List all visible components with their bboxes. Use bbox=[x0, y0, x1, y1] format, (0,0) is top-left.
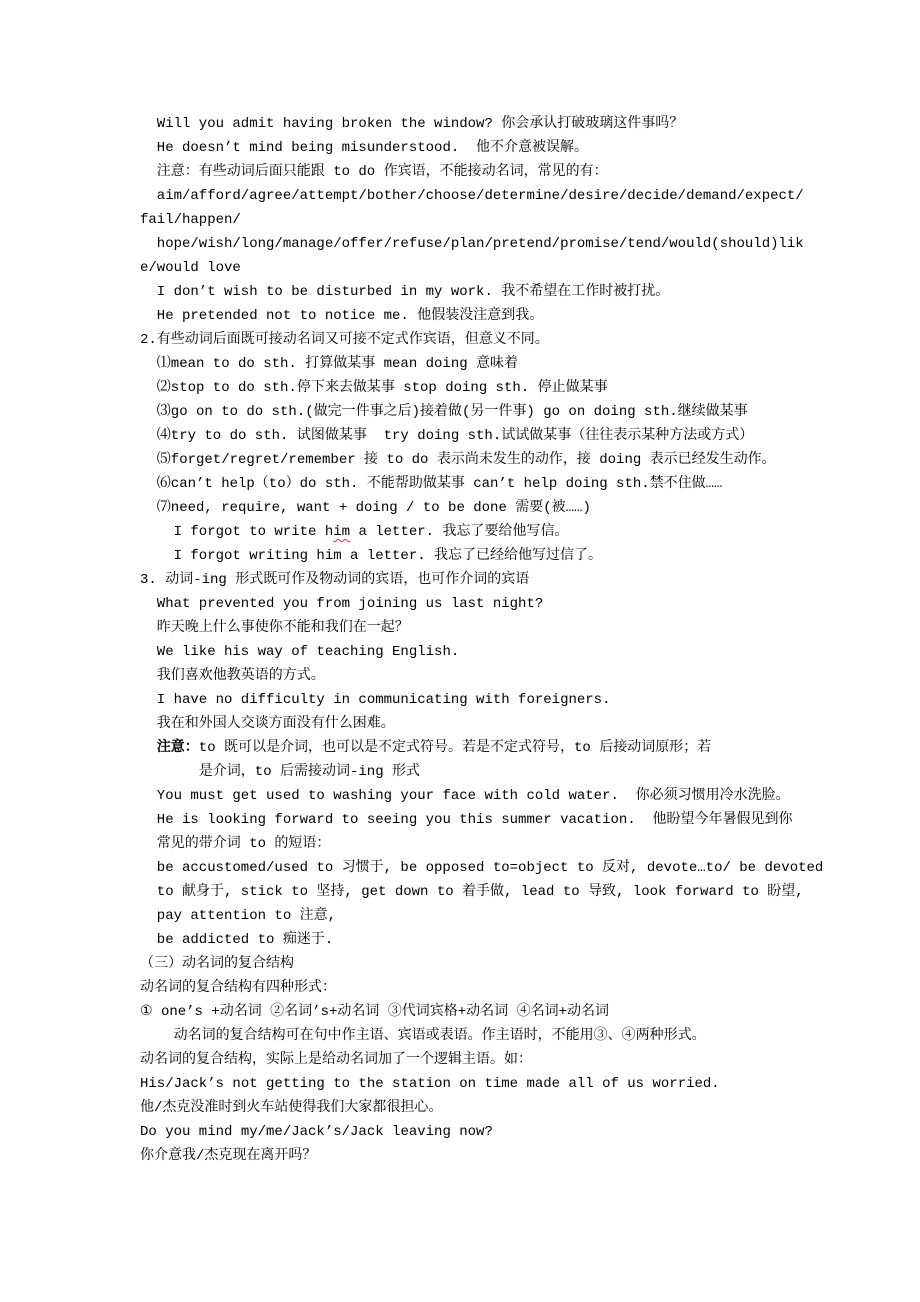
text-line: 他/杰克没准时到火车站使得我们大家都很担心。 bbox=[140, 1100, 443, 1116]
text-line: His/Jack’s not getting to the station on time made all of us worried. bbox=[140, 1076, 720, 1092]
text-line: 3. 动词-ing 形式既可作及物动词的宾语，也可作介词的宾语 bbox=[140, 572, 530, 588]
text-line: ⑴mean to do sth. 打算做某事 mean doing 意味着 bbox=[156, 356, 519, 372]
text-line: e/would love bbox=[140, 260, 241, 276]
text-line: Do you mind my/me/Jack’s/Jack leaving now? bbox=[140, 1124, 493, 1140]
text-line: I forgot writing him a letter. 我忘了已经给他写过信了。 bbox=[173, 548, 603, 564]
document-page bbox=[140, 112, 840, 1168]
text-line: He is looking forward to seeing you this summer vacation. 他盼望今年暑假见到你 bbox=[156, 812, 793, 828]
text-line: ⑸forget/regret/remember 接 to do 表示尚未发生的动作，接 doing 表示已经发生动作。 bbox=[156, 452, 776, 468]
text-line: 动名词的复合结构，实际上是给动名词加了一个逻辑主语。如： bbox=[140, 1052, 532, 1068]
text-line: I forgot to write him a letter. 我忘了要给他写信。 bbox=[173, 524, 569, 540]
spellcheck-squiggle: im bbox=[333, 524, 351, 540]
text-line: He doesn’t mind being misunderstood. 他不介意被误解。 bbox=[156, 140, 589, 156]
text-line: 注意：to 既可以是介词，也可以是不定式符号。若是不定式符号，to 后接动词原形；若 bbox=[156, 740, 712, 756]
text-line: 2.有些动词后面既可接动名词又可接不定式作宾语，但意义不同。 bbox=[140, 332, 549, 348]
text-line: fail/happen/ bbox=[140, 212, 241, 228]
bold-label: 注意： bbox=[156, 740, 199, 756]
text-line: 你介意我/杰克现在离开吗？ bbox=[140, 1148, 317, 1164]
text-line: hope/wish/long/manage/offer/refuse/plan/pretend/promise/tend/would(should)lik bbox=[156, 236, 804, 252]
text-line: Will you admit having broken the window? 你会承认打破玻璃这件事吗？ bbox=[156, 116, 684, 132]
text-line: 我们喜欢他教英语的方式。 bbox=[156, 668, 325, 684]
text-line: to 献身于, stick to 坚持, get down to 着手做, lead to 导致, look forward to 盼望, bbox=[156, 884, 804, 900]
text-line: 我在和外国人交谈方面没有什么困难。 bbox=[156, 716, 395, 732]
text-line: aim/afford/agree/attempt/bother/choose/determine/desire/decide/demand/expect/ bbox=[156, 188, 804, 204]
text-line: You must get used to washing your face with cold water. 你必须习惯用冷水洗脸。 bbox=[156, 788, 790, 804]
document-body bbox=[140, 112, 840, 1168]
text-line: ⑶go on to do sth.(做完一件事之后)接着做(另一件事) go on doing sth.继续做某事 bbox=[156, 404, 748, 420]
text-line: 常见的带介词 to 的短语： bbox=[156, 836, 331, 852]
text-line: I have no difficulty in communicating with foreigners. bbox=[156, 692, 611, 708]
text-line: What prevented you from joining us last night? bbox=[156, 596, 544, 612]
text-line: We like his way of teaching English. bbox=[156, 644, 460, 660]
text-line: 注意：有些动词后面只能跟 to do 作宾语，不能接动名词，常见的有： bbox=[156, 164, 608, 180]
text-line: pay attention to 注意, bbox=[156, 908, 337, 924]
text-line: be accustomed/used to 习惯于, be opposed to=object to 反对, devote…to/ be devoted bbox=[156, 860, 824, 876]
text-line: ⑺need, require, want + doing / to be done 需要(被……) bbox=[156, 500, 591, 516]
text-line: 昨天晚上什么事使你不能和我们在一起？ bbox=[156, 620, 409, 636]
text-line: 动名词的复合结构有四种形式： bbox=[140, 980, 336, 996]
text-line: ① one’s +动名词 ②名词’s+动名词 ③代词宾格+动名词 ④名词+动名词 bbox=[140, 1004, 609, 1020]
text-line: 是介词，to 后需接动词-ing 形式 bbox=[198, 764, 421, 780]
text-line: （三）动名词的复合结构 bbox=[140, 956, 294, 972]
text-line: He pretended not to notice me. 他假装没注意到我。 bbox=[156, 308, 544, 324]
text-line: be addicted to 痴迷于. bbox=[156, 932, 334, 948]
text-line: ⑵stop to do sth.停下来去做某事 stop doing sth. 停止做某事 bbox=[156, 380, 608, 396]
text-line: ⑷try to do sth. 试图做某事 try doing sth.试试做某事（往往表示某种方法或方式） bbox=[156, 428, 754, 444]
text-line: I don’t wish to be disturbed in my work. 我不希望在工作时被打扰。 bbox=[156, 284, 670, 300]
text-line: 动名词的复合结构可在句中作主语、宾语或表语。作主语时，不能用③、④两种形式。 bbox=[173, 1028, 706, 1044]
text-line: ⑹can’t help（to）do sth. 不能帮助做某事 can’t help doing sth.禁不住做…… bbox=[156, 476, 723, 492]
